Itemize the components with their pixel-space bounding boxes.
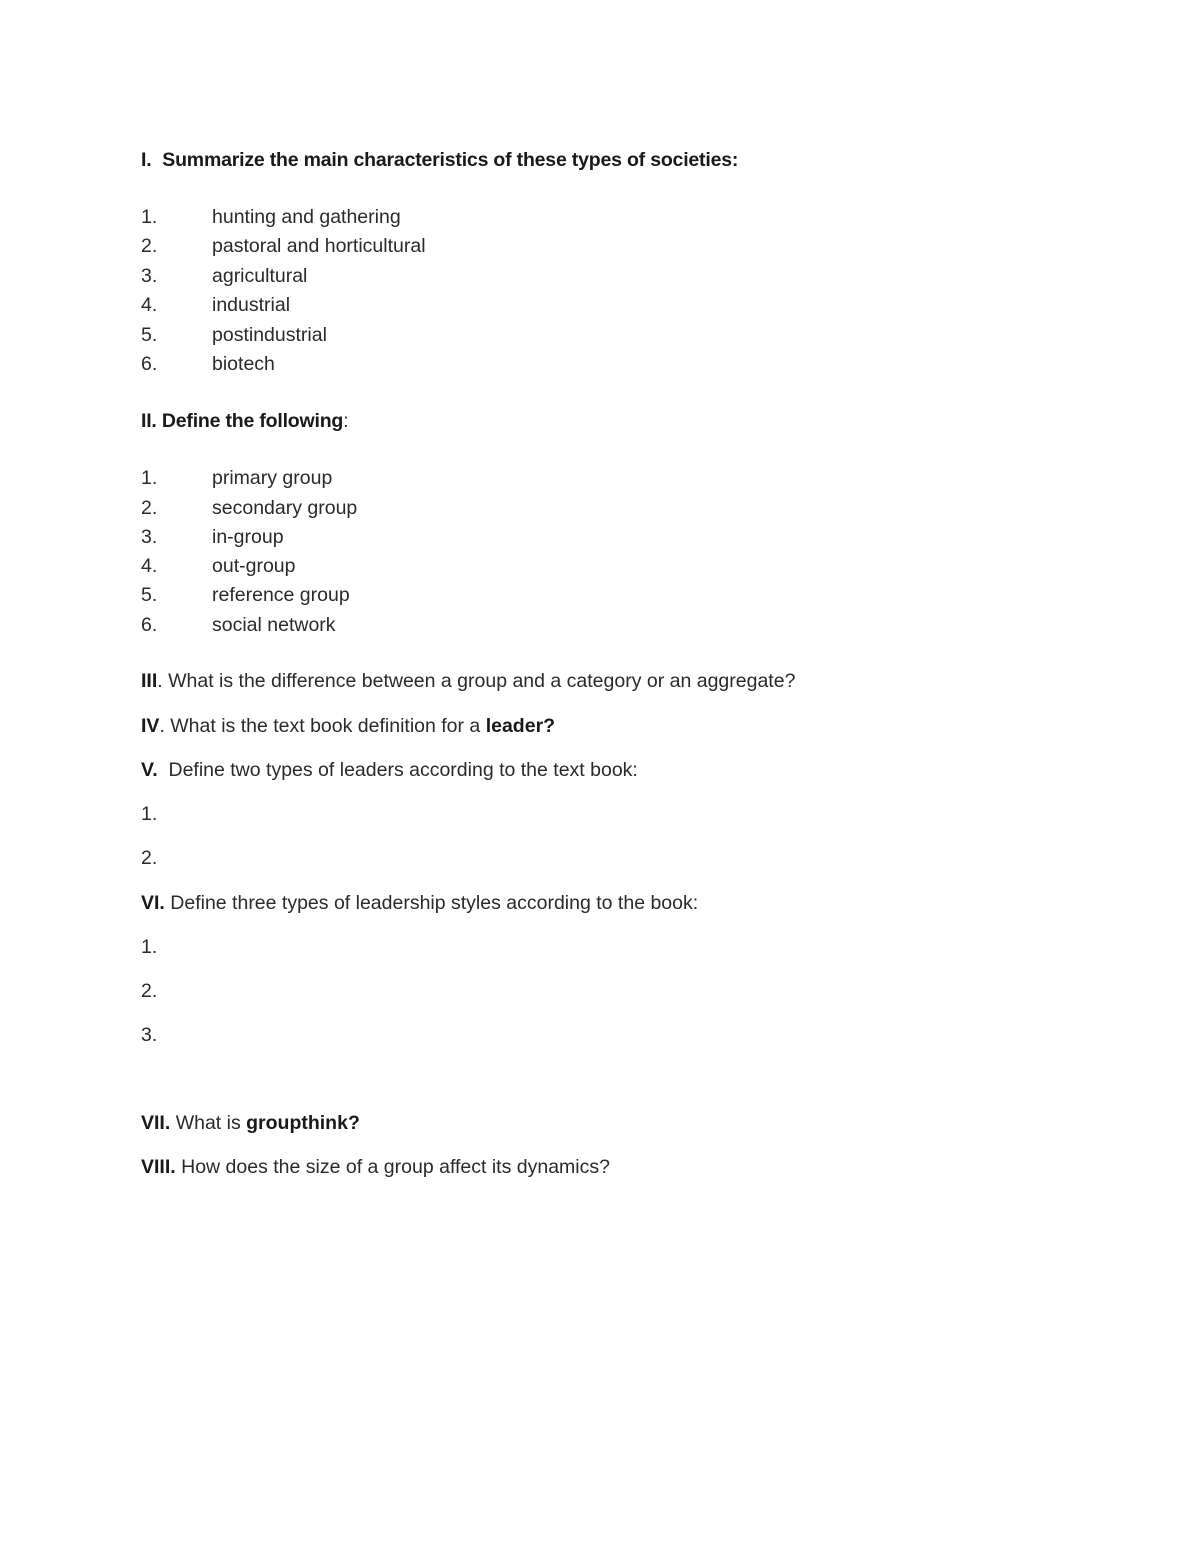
section-7-question <box>141 1111 360 1135</box>
list-number: 2. <box>141 235 158 257</box>
section-3-text: . What is the difference between a group and a category or an aggregate? <box>157 670 796 692</box>
list-number: 4. <box>141 294 158 316</box>
section-1-numeral: I. <box>141 149 152 171</box>
list-item-text: out-group <box>212 555 296 577</box>
list-item-text: in-group <box>212 526 284 548</box>
section-6-text: Define three types of leadership styles according to the book: <box>170 892 699 914</box>
section-7-text: What is <box>175 1112 247 1134</box>
list-number: 3. <box>141 265 158 287</box>
list-number: 1. <box>141 467 158 489</box>
list-number: 5. <box>141 584 158 606</box>
list-item-text: social network <box>212 614 336 636</box>
section-4-numeral: IV <box>141 715 160 737</box>
list-number: 3. <box>141 526 158 548</box>
section-8-numeral: VIII. <box>141 1156 176 1178</box>
section-1-heading <box>141 148 738 172</box>
list-item-text: postindustrial <box>212 324 327 346</box>
list-item-text: industrial <box>212 294 291 316</box>
list-number: 1. <box>141 206 158 228</box>
list-item-text: hunting and gathering <box>212 206 401 228</box>
section-1-heading-text: Summarize the main characteristics of these types of societies: <box>162 149 739 171</box>
list-item-text: biotech <box>212 353 275 375</box>
section-4-question <box>141 714 555 738</box>
list-item-text: secondary group <box>212 497 358 519</box>
list-number: 1. <box>141 803 158 825</box>
section-2-heading-colon: : <box>343 410 349 432</box>
section-3-numeral: III <box>141 670 158 692</box>
list-item-text: pastoral and horticultural <box>212 235 426 257</box>
list-number: 3. <box>141 1024 158 1046</box>
section-4-term: leader? <box>485 715 556 737</box>
section-2-heading <box>141 409 349 433</box>
section-8-text: How does the size of a group affect its dynamics? <box>181 1156 610 1178</box>
section-5-text: Define two types of leaders according to the text book: <box>168 759 638 781</box>
section-2-heading-text: II. Define the following <box>141 410 344 432</box>
list-number: 1. <box>141 936 158 958</box>
section-7-numeral: VII. <box>141 1112 171 1134</box>
list-number: 6. <box>141 353 158 375</box>
list-item-text: primary group <box>212 467 333 489</box>
section-6-numeral: VI. <box>141 892 165 914</box>
list-number: 4. <box>141 555 158 577</box>
list-number: 2. <box>141 497 158 519</box>
list-number: 2. <box>141 847 158 869</box>
section-5-numeral: V. <box>141 759 158 781</box>
section-3-question <box>141 669 795 693</box>
list-item-text: agricultural <box>212 265 308 287</box>
section-4-text: . What is the text book definition for a <box>159 715 486 737</box>
list-number: 6. <box>141 614 158 636</box>
section-6-question <box>141 891 698 915</box>
section-5-question <box>141 758 638 782</box>
list-number: 5. <box>141 324 158 346</box>
section-8-question <box>141 1155 610 1179</box>
list-item-text: reference group <box>212 584 350 606</box>
section-7-term: groupthink? <box>246 1112 360 1134</box>
list-number: 2. <box>141 980 158 1002</box>
